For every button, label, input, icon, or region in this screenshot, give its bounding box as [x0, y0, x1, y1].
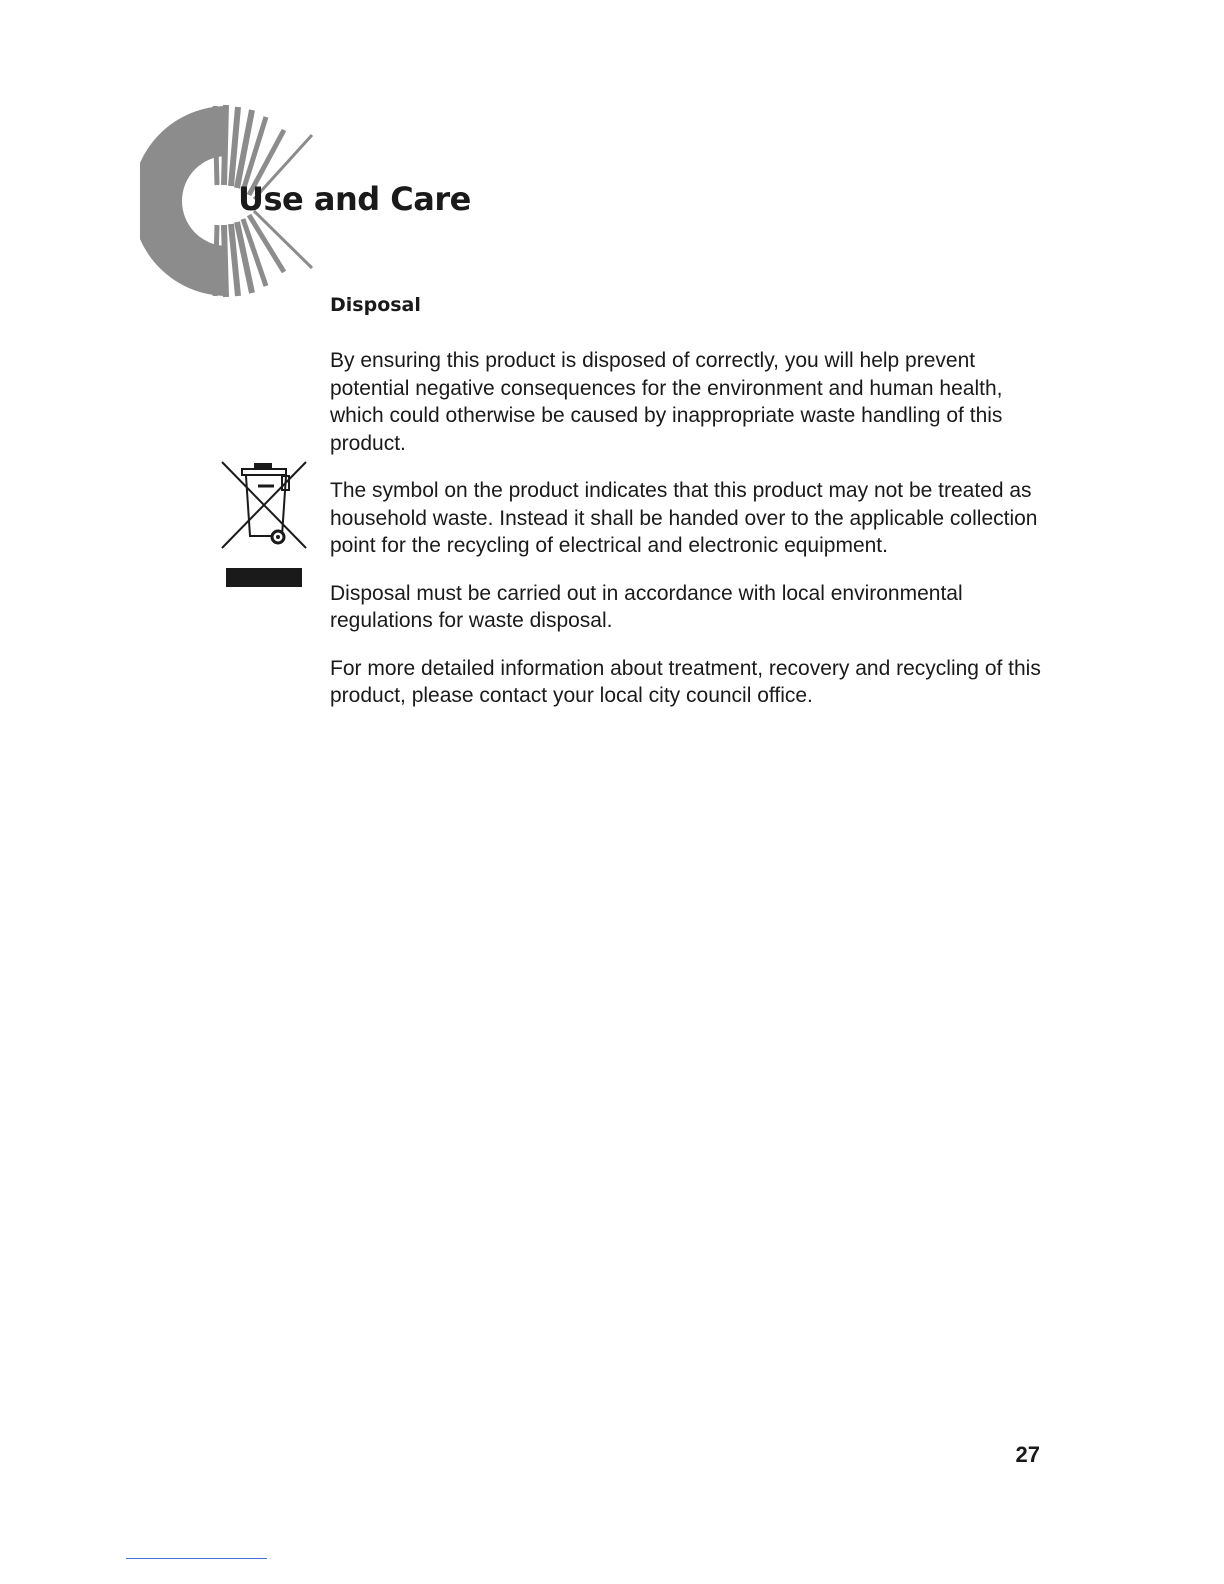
weee-black-bar [226, 568, 302, 587]
paragraph: For more detailed information about treatment, recovery and recycling of this product, please contact your local city council office. [330, 656, 1041, 707]
paragraph: By ensuring this product is disposed of correctly, you will help prevent potential negative consequences for the environment and human health, which could otherwise be caused by inappropriate waste handling of this product. [330, 349, 1003, 455]
disposal-body [330, 347, 1060, 730]
section-title: Use and Care [238, 180, 471, 218]
crossed-out-wheeled-bin-icon [218, 458, 310, 550]
disposal-heading: Disposal [330, 294, 421, 316]
paragraph: Disposal must be carried out in accordance with local environmental regulations for waste disposal. [330, 581, 963, 632]
footer-rule [126, 1558, 267, 1559]
paragraph: The symbol on the product indicates that this product may not be treated as household waste. Instead it shall be handed over to the applicable collection point for the recycling of electrical and electronic equipment. [330, 479, 1038, 557]
page-number: 27 [1015, 1442, 1040, 1467]
